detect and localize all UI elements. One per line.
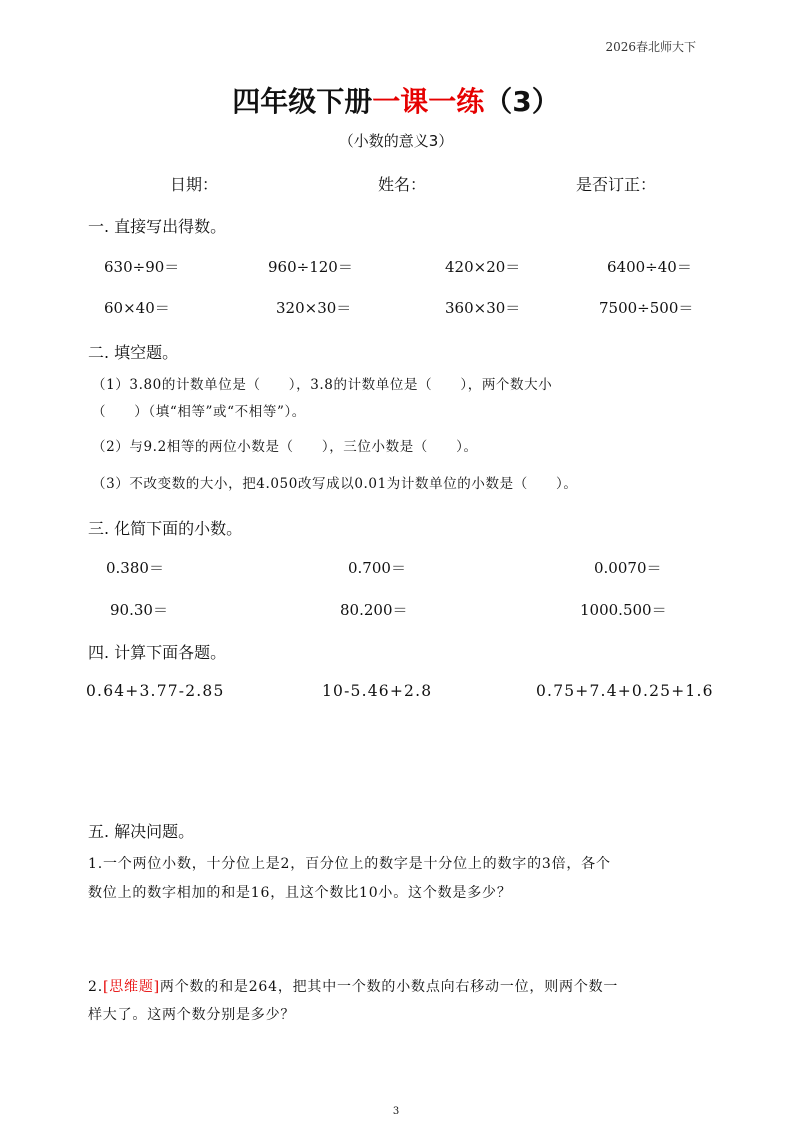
problem-2-cont: 样大了。这两个数分别是多少？ xyxy=(88,1007,296,1023)
simplify-item: 0.380＝ xyxy=(106,559,164,577)
section4-heading: 四. 计算下面各题。 xyxy=(88,643,227,662)
section3-heading: 三. 化简下面的小数。 xyxy=(88,519,243,538)
section5-heading: 五. 解决问题。 xyxy=(88,822,195,841)
page-title xyxy=(0,80,792,120)
expression-item: 10-5.46+2.8 xyxy=(322,682,433,700)
fill-question-1: （1）3.80的计数单位是（ ），3.8的计数单位是（ ），两个数大小 xyxy=(92,377,553,393)
calc-item: 630÷90＝ xyxy=(104,258,180,276)
calc-item: 320×30＝ xyxy=(276,299,352,317)
simplify-item: 1000.500＝ xyxy=(580,601,667,619)
correction-label: 是否订正： xyxy=(576,175,657,194)
problem-1: 1.一个两位小数，十分位上是2，百分位上的数字是十分位上的数字的3倍，各个 xyxy=(88,856,611,872)
date-label: 日期： xyxy=(170,175,219,194)
simplify-item: 0.0070＝ xyxy=(594,559,662,577)
title-part1: 四年级下册 xyxy=(232,85,373,118)
simplify-item: 90.30＝ xyxy=(110,601,168,619)
section2-heading: 二. 填空题。 xyxy=(88,343,179,362)
calc-item: 360×30＝ xyxy=(445,299,521,317)
fill-question-1-cont: （ ）（填“相等”或“不相等”）。 xyxy=(92,404,306,420)
calc-item: 960÷120＝ xyxy=(268,258,353,276)
calc-item: 6400÷40＝ xyxy=(607,258,692,276)
expression-item: 0.75+7.4+0.25+1.6 xyxy=(536,682,714,700)
calc-item: 7500÷500＝ xyxy=(599,299,694,317)
simplify-item: 80.200＝ xyxy=(340,601,408,619)
fill-question-3: （3）不改变数的大小，把4.050改写成以0.01为计数单位的小数是（ ）。 xyxy=(92,476,578,492)
calc-item: 420×20＝ xyxy=(445,258,521,276)
problem-2-number: 2. xyxy=(88,979,103,995)
section1-heading: 一. 直接写出得数。 xyxy=(88,217,227,236)
title-part2: 一课一练 xyxy=(372,85,485,118)
fill-question-2: （2）与9.2相等的两位小数是（ ），三位小数是（ ）。 xyxy=(92,439,478,455)
thinking-tag: [思维题] xyxy=(102,979,160,995)
title-part3: （3） xyxy=(484,85,560,118)
subtitle: （小数的意义3） xyxy=(338,132,454,150)
expression-item: 0.64+3.77-2.85 xyxy=(86,682,225,700)
header-note: 2026春北师大下 xyxy=(605,40,696,54)
page-number: 3 xyxy=(392,1106,400,1117)
calc-item: 60×40＝ xyxy=(104,299,170,317)
name-label: 姓名： xyxy=(378,175,427,194)
problem-2 xyxy=(88,976,618,996)
simplify-item: 0.700＝ xyxy=(348,559,406,577)
problem-1-cont: 数位上的数字相加的和是16，且这个数比10小。这个数是多少？ xyxy=(88,885,512,901)
problem-2-text: 两个数的和是264，把其中一个数的小数点向右移动一位，则两个数一 xyxy=(159,979,619,995)
